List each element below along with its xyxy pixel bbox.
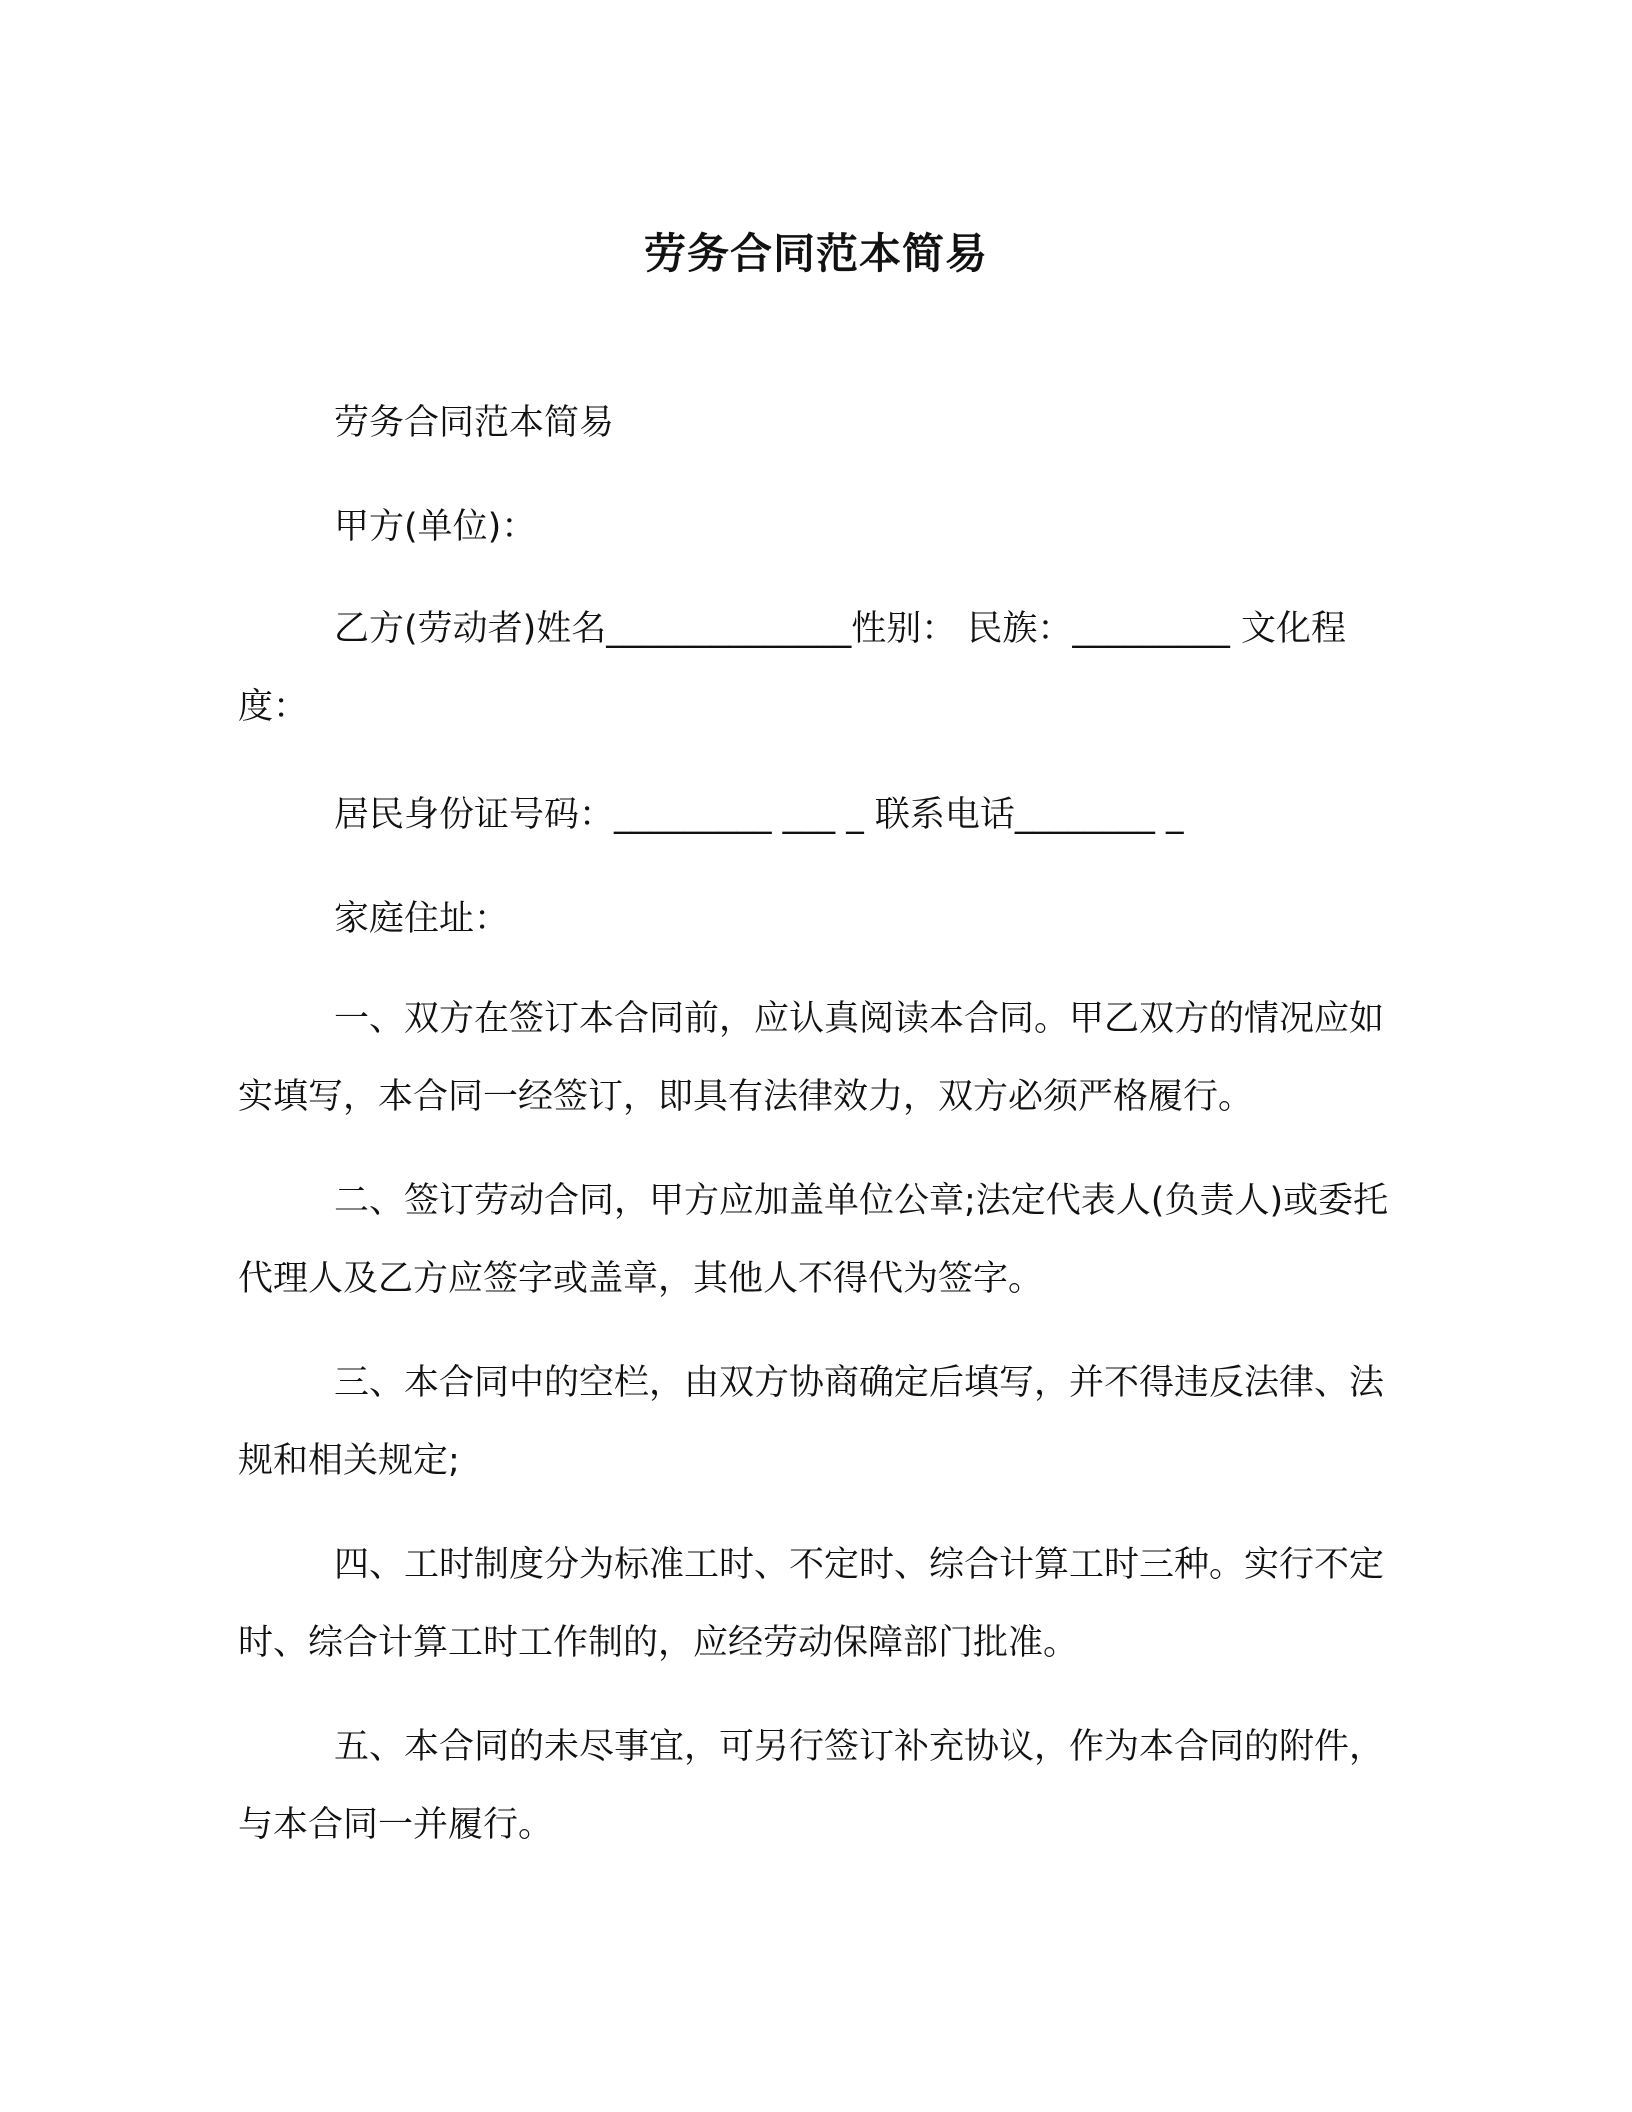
address-field: 家庭住址： — [334, 899, 510, 939]
clause-2: 二、签订劳动合同，甲方应加盖单位公章;法定代表人(负责人)或委托代理人及乙方应签字或盖章，其他人不得代为签字。 — [238, 1181, 1389, 1299]
clause-5: 五、本合同的未尽事宜，可另行签订补充协议，作为本合同的附件，与本合同一并履行。 — [238, 1727, 1385, 1845]
clause-1: 一、双方在签订本合同前，应认真阅读本合同。甲乙双方的情况应如实填写，本合同一经签订，即具有法律效力，双方必须严格履行。 — [238, 999, 1385, 1117]
document-subtitle: 劳务合同范本简易 — [334, 403, 615, 443]
clause-3: 三、本合同中的空栏，由双方协商确定后填写，并不得违反法律、法规和相关规定; — [238, 1363, 1385, 1481]
document-title: 劳务合同范本简易 — [643, 229, 988, 278]
clause-4: 四、工时制度分为标准工时、不定时、综合计算工时三种。实行不定时、综合计算工时工作制的，应经劳动保障部门批准。 — [238, 1545, 1385, 1663]
party-b-field: 乙方(劳动者)姓名______________性别： 民族：_________ 文化程度： — [238, 609, 1347, 727]
id-phone-field: 居民身份证号码：_________ ___ _ 联系电话________ _ — [334, 795, 1184, 835]
party-a-field: 甲方(单位)： — [334, 507, 537, 547]
